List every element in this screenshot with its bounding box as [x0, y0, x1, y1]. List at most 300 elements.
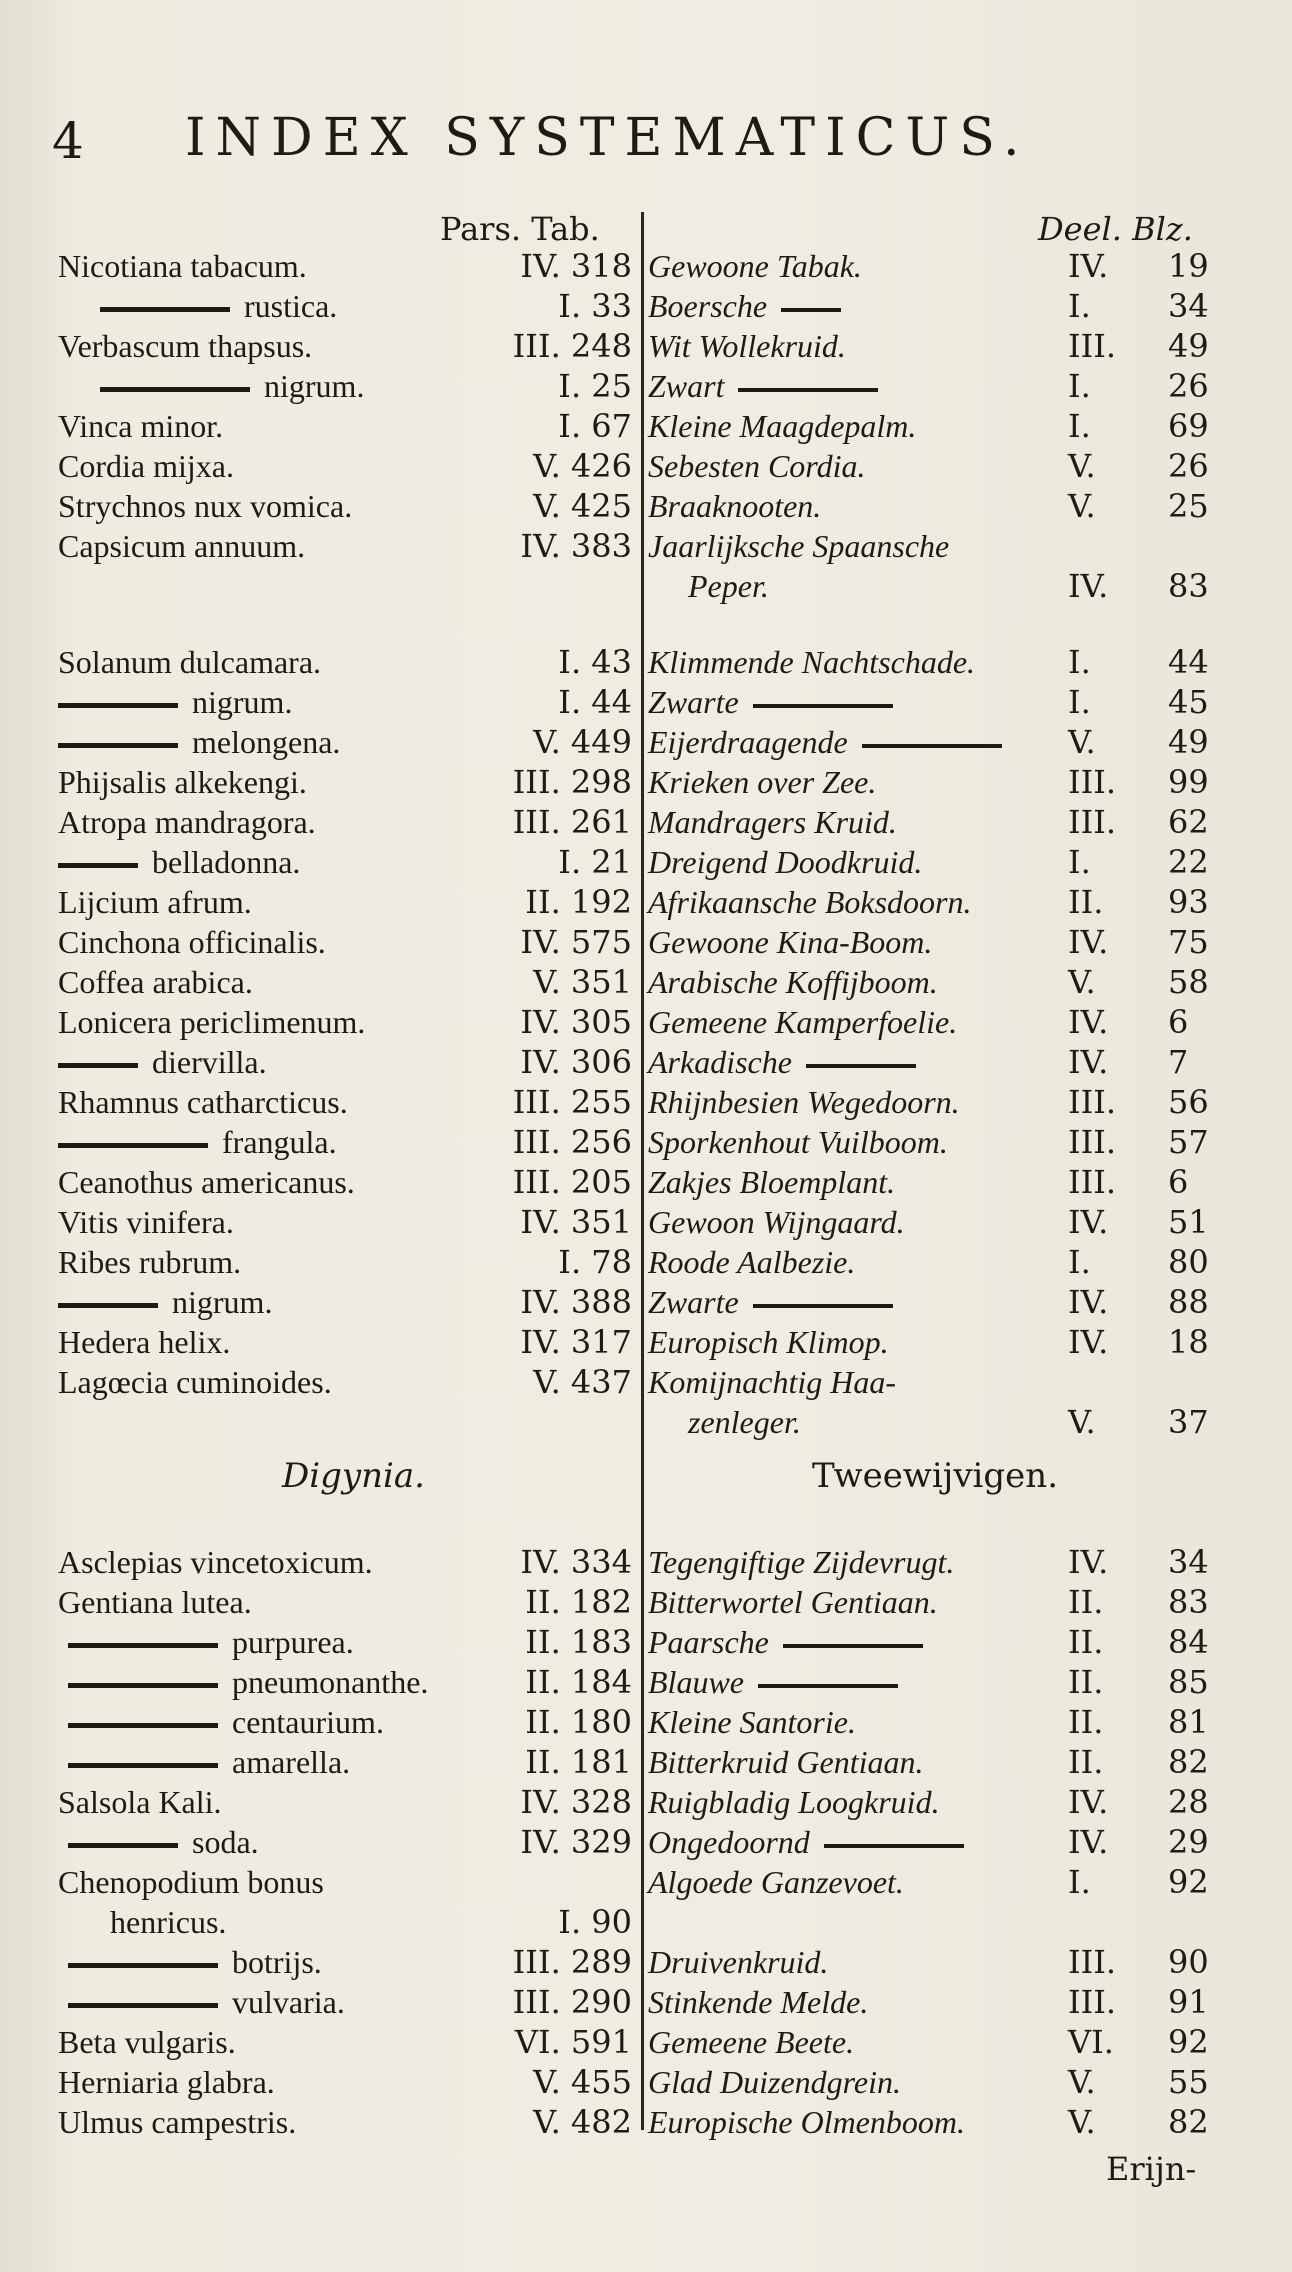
latin-name-text: vulvaria.: [232, 1984, 345, 2020]
blz: 75: [1168, 923, 1209, 961]
pars-tab: V. 449: [533, 723, 632, 761]
latin-name: [58, 1042, 267, 1082]
dutch-name: Sebesten Cordia.: [648, 448, 866, 484]
index-row: [0, 1702, 1292, 1742]
latin-name: [58, 1162, 355, 1202]
latin-name: [58, 326, 312, 366]
latin-name-text: Chenopodium bonus: [58, 1864, 324, 1900]
dutch-name: Boersche: [648, 286, 841, 326]
deel: I.: [1068, 843, 1091, 881]
dutch-name: Peper.: [688, 568, 769, 604]
deel: I.: [1068, 367, 1091, 405]
dutch-name: Blauwe: [648, 1662, 898, 1702]
dutch-name: zenleger.: [688, 1404, 801, 1440]
index-row: [0, 1082, 1292, 1122]
blz: 6: [1168, 1003, 1189, 1041]
blz: 62: [1168, 803, 1209, 841]
deel: IV.: [1068, 1543, 1109, 1581]
ditto-rule: [68, 2003, 218, 2008]
latin-name-text: Ribes rubrum.: [58, 1244, 242, 1280]
index-row: [0, 246, 1292, 286]
dutch-name: Zwarte: [648, 682, 893, 722]
pars-tab: II. 180: [525, 1703, 632, 1741]
pars-tab: V. 455: [533, 2063, 632, 2101]
ditto-rule: [58, 1303, 158, 1308]
ditto-rule: [738, 388, 878, 392]
latin-name-text: Salsola Kali.: [58, 1784, 222, 1820]
deel: IV.: [1068, 1823, 1109, 1861]
index-row: [0, 842, 1292, 882]
blz: 58: [1168, 963, 1209, 1001]
blz: 44: [1168, 643, 1209, 681]
latin-name: [58, 2062, 275, 2102]
dutch-name: Gemeene Beete.: [648, 2024, 855, 2060]
pars-tab: I. 44: [558, 683, 632, 721]
deel: III.: [1068, 763, 1117, 801]
deel: V.: [1068, 487, 1096, 525]
blz: 88: [1168, 1283, 1209, 1321]
pars-tab: III. 255: [512, 1083, 632, 1121]
index-row: [0, 286, 1292, 326]
ditto-rule: [58, 743, 178, 748]
blz: 90: [1168, 1943, 1209, 1981]
index-row: [0, 446, 1292, 486]
pars-tab: IV. 388: [520, 1283, 632, 1321]
index-row: [0, 1902, 1292, 1942]
latin-name-text: Nicotiana tabacum.: [58, 248, 307, 284]
dutch-name: Glad Duizendgrein.: [648, 2064, 902, 2100]
blz: 81: [1168, 1703, 1209, 1741]
index-row: [0, 1782, 1292, 1822]
index-row: [0, 1162, 1292, 1202]
ditto-rule: [68, 1683, 218, 1688]
deel-blz-header: Deel. Blz.: [1038, 210, 1193, 248]
latin-name-text: Vitis vinifera.: [58, 1204, 234, 1240]
catchword: Erijn-: [1106, 2150, 1197, 2188]
pars-tab: IV. 306: [520, 1043, 632, 1081]
dutch-name: Zwart: [648, 366, 878, 406]
blz: 69: [1168, 407, 1209, 445]
dutch-name: Dreigend Doodkruid.: [648, 844, 923, 880]
dutch-name: Kleine Santorie.: [648, 1704, 856, 1740]
deel: IV.: [1068, 1043, 1109, 1081]
blz: 26: [1168, 447, 1209, 485]
blz: 83: [1168, 1583, 1209, 1621]
dutch-name: Gemeene Kamperfoelie.: [648, 1004, 958, 1040]
ditto-rule: [58, 1063, 138, 1068]
blz: 80: [1168, 1243, 1209, 1281]
deel: IV.: [1068, 1203, 1109, 1241]
dutch-name: Kleine Maagdepalm.: [648, 408, 917, 444]
ditto-rule: [58, 703, 178, 708]
index-row: [0, 1822, 1292, 1862]
pars-tab: IV. 318: [520, 247, 632, 285]
index-row: [0, 802, 1292, 842]
latin-name: [58, 1582, 252, 1622]
blz: 83: [1168, 567, 1209, 605]
latin-name: [58, 446, 234, 486]
latin-name: [58, 842, 300, 882]
deel: III.: [1068, 1943, 1117, 1981]
latin-name: [58, 1202, 234, 1242]
ditto-rule: [824, 1844, 964, 1848]
index-row: [0, 2102, 1292, 2142]
blz: 25: [1168, 487, 1209, 525]
latin-name: [58, 526, 305, 566]
deel: III.: [1068, 1083, 1117, 1121]
index-row: [0, 1582, 1292, 1622]
dutch-name: Eijerdraagende: [648, 722, 1002, 762]
deel: I.: [1068, 1863, 1091, 1901]
dutch-name: Gewoone Kina-Boom.: [648, 924, 933, 960]
blz: 22: [1168, 843, 1209, 881]
latin-name-text: rustica.: [244, 288, 338, 324]
dutch-name: Arabische Koffijboom.: [648, 964, 938, 1000]
deel: III.: [1068, 327, 1117, 365]
pars-tab: III. 290: [512, 1983, 632, 2021]
dutch-name: Gewoon Wijngaard.: [648, 1204, 905, 1240]
dutch-name: Afrikaansche Boksdoorn.: [648, 884, 972, 920]
deel: III.: [1068, 803, 1117, 841]
latin-name: [68, 1942, 322, 1982]
dutch-name: Mandragers Kruid.: [648, 804, 897, 840]
latin-name: [58, 802, 316, 842]
blz: 26: [1168, 367, 1209, 405]
pars-tab: II. 181: [525, 1743, 632, 1781]
index-row: [0, 1282, 1292, 1322]
latin-name: [58, 1542, 373, 1582]
dutch-name: Braaknooten.: [648, 488, 822, 524]
index-row: [0, 2022, 1292, 2062]
blz: 56: [1168, 1083, 1209, 1121]
dutch-name: Zwarte: [648, 1282, 893, 1322]
dutch-name: Rhijnbesien Wegedoorn.: [648, 1084, 960, 1120]
index-row: [0, 486, 1292, 526]
deel: V.: [1068, 963, 1096, 1001]
ditto-rule: [100, 387, 250, 392]
latin-name-text: Gentiana lutea.: [58, 1584, 252, 1620]
latin-name-text: pneumonanthe.: [232, 1664, 429, 1700]
deel: V.: [1068, 2063, 1096, 2101]
deel: IV.: [1068, 247, 1109, 285]
pars-tab: III. 248: [512, 327, 632, 365]
pars-tab: IV. 328: [520, 1783, 632, 1821]
pars-tab: V. 426: [533, 447, 632, 485]
index-row: [0, 1942, 1292, 1982]
latin-name: [58, 722, 340, 762]
pars-tab: V. 351: [533, 963, 632, 1001]
latin-name-text: Ceanothus americanus.: [58, 1164, 355, 1200]
pars-tab: V. 482: [533, 2103, 632, 2141]
blz: 34: [1168, 287, 1209, 325]
index-row: [0, 642, 1292, 682]
index-row: [0, 2062, 1292, 2102]
pars-tab: III. 298: [512, 763, 632, 801]
pars-tab: III. 289: [512, 1943, 632, 1981]
latin-name-text: belladonna.: [152, 844, 301, 880]
dutch-name: Komijnachtig Haa-: [648, 1364, 896, 1400]
deel: II.: [1068, 883, 1104, 921]
pars-tab-header: Pars. Tab.: [440, 210, 600, 248]
ditto-rule: [753, 704, 893, 708]
deel: II.: [1068, 1743, 1104, 1781]
deel: II.: [1068, 1583, 1104, 1621]
blz: 6: [1168, 1163, 1189, 1201]
dutch-name: Zakjes Bloemplant.: [648, 1164, 896, 1200]
pars-tab: III. 205: [512, 1163, 632, 1201]
blz: 18: [1168, 1323, 1209, 1361]
latin-name: [58, 2022, 236, 2062]
deel: III.: [1068, 1123, 1117, 1161]
latin-name: [68, 1982, 345, 2022]
blz: 92: [1168, 1863, 1209, 1901]
latin-name-text: nigrum.: [264, 368, 365, 404]
latin-name: [58, 882, 252, 922]
latin-name-text: Ulmus campestris.: [58, 2104, 297, 2140]
blz: 49: [1168, 723, 1209, 761]
index-row: [0, 366, 1292, 406]
blz: 49: [1168, 327, 1209, 365]
blz: 93: [1168, 883, 1209, 921]
deel: V.: [1068, 1403, 1096, 1441]
latin-name-text: nigrum.: [172, 1284, 273, 1320]
pars-tab: I. 21: [558, 843, 632, 881]
blz: 34: [1168, 1543, 1209, 1581]
latin-name-text: frangula.: [222, 1124, 337, 1160]
latin-name: [58, 642, 321, 682]
latin-name: [58, 1282, 272, 1322]
dutch-name: Gewoone Tabak.: [648, 248, 862, 284]
latin-name-text: Solanum dulcamara.: [58, 644, 322, 680]
index-row: [0, 962, 1292, 1002]
index-row: [0, 406, 1292, 446]
dutch-name: Algoede Ganzevoet.: [648, 1864, 904, 1900]
deel: II.: [1068, 1663, 1104, 1701]
index-row: [0, 1662, 1292, 1702]
blz: 82: [1168, 2103, 1209, 2141]
index-row: [0, 882, 1292, 922]
index-row: [0, 1322, 1292, 1362]
blz: 84: [1168, 1623, 1209, 1661]
pars-tab: V. 437: [533, 1363, 632, 1401]
pars-tab: I. 90: [558, 1903, 632, 1941]
pars-tab: IV. 329: [520, 1823, 632, 1861]
latin-name-text: Vinca minor.: [58, 408, 224, 444]
pars-tab: III. 261: [512, 803, 632, 841]
latin-name-text: Lonicera periclimenum.: [58, 1004, 366, 1040]
blz: 37: [1168, 1403, 1209, 1441]
dutch-name: Paarsche: [648, 1622, 923, 1662]
deel: III.: [1068, 1983, 1117, 2021]
pars-tab: II. 182: [525, 1583, 632, 1621]
dutch-name: Druivenkruid.: [648, 1944, 829, 1980]
index-row: [0, 922, 1292, 962]
blz: 57: [1168, 1123, 1209, 1161]
pars-tab: I. 33: [558, 287, 632, 325]
latin-name: [68, 1822, 259, 1862]
pars-tab: IV. 351: [520, 1203, 632, 1241]
latin-name: [68, 1662, 428, 1702]
pars-tab: IV. 305: [520, 1003, 632, 1041]
latin-name-text: melongena.: [192, 724, 341, 760]
latin-name-text: Cinchona officinalis.: [58, 924, 326, 960]
dutch-name: Stinkende Melde.: [648, 1984, 869, 2020]
latin-name: [100, 286, 337, 326]
ditto-rule: [68, 1843, 178, 1848]
latin-name-text: Coffea arabica.: [58, 964, 253, 1000]
pars-tab: I. 43: [558, 643, 632, 681]
blz: 7: [1168, 1043, 1189, 1081]
deel: V.: [1068, 2103, 1096, 2141]
pars-tab: IV. 575: [520, 923, 632, 961]
ditto-rule: [806, 1064, 916, 1068]
page-number: 4: [52, 112, 84, 170]
deel: I.: [1068, 1243, 1091, 1281]
blz: 29: [1168, 1823, 1209, 1861]
index-row: [0, 1622, 1292, 1662]
dutch-name: Europisch Klimop.: [648, 1324, 889, 1360]
latin-name-text: diervilla.: [152, 1044, 267, 1080]
latin-name: [68, 1622, 354, 1662]
latin-name: [58, 682, 292, 722]
ditto-rule: [68, 1763, 218, 1768]
blz: 85: [1168, 1663, 1209, 1701]
deel: II.: [1068, 1703, 1104, 1741]
pars-tab: III. 256: [512, 1123, 632, 1161]
latin-name: [58, 962, 253, 1002]
latin-name-text: amarella.: [232, 1744, 351, 1780]
pars-tab: IV. 317: [520, 1323, 632, 1361]
ditto-rule: [68, 1723, 218, 1728]
index-row: [0, 1042, 1292, 1082]
section-digynia: Digynia.: [282, 1456, 425, 1496]
blz: 91: [1168, 1983, 1209, 2021]
blz: 19: [1168, 247, 1209, 285]
ditto-rule: [781, 308, 841, 312]
dutch-name: Wit Wollekruid.: [648, 328, 846, 364]
dutch-name: Ruigbladig Loogkruid.: [648, 1784, 940, 1820]
ditto-rule: [783, 1644, 923, 1648]
index-row: [0, 1982, 1292, 2022]
pars-tab: IV. 334: [520, 1543, 632, 1581]
latin-name-text: Rhamnus catharcticus.: [58, 1084, 348, 1120]
dutch-name: Tegengiftige Zijdevrugt.: [648, 1544, 955, 1580]
blz: 51: [1168, 1203, 1209, 1241]
latin-name-text: henricus.: [110, 1904, 227, 1940]
index-row: [0, 1402, 1292, 1442]
latin-name-text: Hedera helix.: [58, 1324, 231, 1360]
ditto-rule: [753, 1304, 893, 1308]
deel: IV.: [1068, 1283, 1109, 1321]
index-row: [0, 326, 1292, 366]
ditto-rule: [58, 1143, 208, 1148]
section-tweewijvigen: Tweewijvigen.: [812, 1456, 1059, 1496]
latin-name: [100, 366, 364, 406]
latin-name-text: soda.: [192, 1824, 259, 1860]
latin-name: [68, 1742, 350, 1782]
dutch-name: Bitterwortel Gentiaan.: [648, 1584, 938, 1620]
pars-tab: V. 425: [533, 487, 632, 525]
index-row: [0, 1542, 1292, 1582]
pars-tab: II. 192: [525, 883, 632, 921]
latin-name-text: Beta vulgaris.: [58, 2024, 236, 2060]
latin-name: [58, 2102, 296, 2142]
deel: V.: [1068, 447, 1096, 485]
dutch-name: Ongedoornd: [648, 1822, 964, 1862]
deel: I.: [1068, 683, 1091, 721]
latin-name: [110, 1902, 226, 1942]
latin-name-text: Lagœcia cuminoides.: [58, 1364, 332, 1400]
dutch-name: Klimmende Nachtschade.: [648, 644, 976, 680]
ditto-rule: [100, 307, 230, 312]
latin-name: [68, 1702, 384, 1742]
deel: III.: [1068, 1163, 1117, 1201]
blz: 99: [1168, 763, 1209, 801]
index-row: [0, 526, 1292, 566]
latin-name: [58, 1782, 222, 1822]
latin-name: [58, 1862, 324, 1902]
blz: 82: [1168, 1743, 1209, 1781]
latin-name: [58, 406, 223, 446]
ditto-rule: [758, 1684, 898, 1688]
latin-name-text: Herniaria glabra.: [58, 2064, 275, 2100]
pars-tab: VI. 591: [514, 2023, 632, 2061]
index-row: [0, 682, 1292, 722]
deel: II.: [1068, 1623, 1104, 1661]
deel: I.: [1068, 287, 1091, 325]
dutch-name: Krieken over Zee.: [648, 764, 877, 800]
ditto-rule: [862, 744, 1002, 748]
pars-tab: II. 183: [525, 1623, 632, 1661]
dutch-name: Sporkenhout Vuilboom.: [648, 1124, 948, 1160]
pars-tab: I. 25: [558, 367, 632, 405]
pars-tab: I. 67: [558, 407, 632, 445]
latin-name: [58, 1122, 337, 1162]
index-row: [0, 1362, 1292, 1402]
latin-name: [58, 1002, 365, 1042]
latin-name-text: botrijs.: [232, 1944, 322, 1980]
latin-name: [58, 1082, 348, 1122]
dutch-name: Europische Olmenboom.: [648, 2104, 965, 2140]
deel: IV.: [1068, 1783, 1109, 1821]
latin-name: [58, 1322, 230, 1362]
latin-name-text: Cordia mijxa.: [58, 448, 234, 484]
index-row: [0, 1862, 1292, 1902]
latin-name: [58, 762, 307, 802]
blz: 55: [1168, 2063, 1209, 2101]
blz: 45: [1168, 683, 1209, 721]
deel: I.: [1068, 643, 1091, 681]
deel: IV.: [1068, 1003, 1109, 1041]
index-row: [0, 1002, 1292, 1042]
dutch-name: Bitterkruid Gentiaan.: [648, 1744, 924, 1780]
latin-name-text: purpurea.: [232, 1624, 354, 1660]
latin-name-text: Capsicum annuum.: [58, 528, 306, 564]
page-title: INDEX SYSTEMATICUS.: [185, 108, 1030, 168]
latin-name: [58, 246, 307, 286]
index-row: [0, 1742, 1292, 1782]
latin-name-text: Lijcium afrum.: [58, 884, 252, 920]
deel: IV.: [1068, 923, 1109, 961]
latin-name: [58, 1242, 241, 1282]
pars-tab: I. 78: [558, 1243, 632, 1281]
index-row: [0, 1202, 1292, 1242]
latin-name: [58, 922, 326, 962]
dutch-name: Jaarlijksche Spaansche: [648, 528, 950, 564]
latin-name-text: Phijsalis alkekengi.: [58, 764, 307, 800]
blz: 28: [1168, 1783, 1209, 1821]
deel: IV.: [1068, 1323, 1109, 1361]
